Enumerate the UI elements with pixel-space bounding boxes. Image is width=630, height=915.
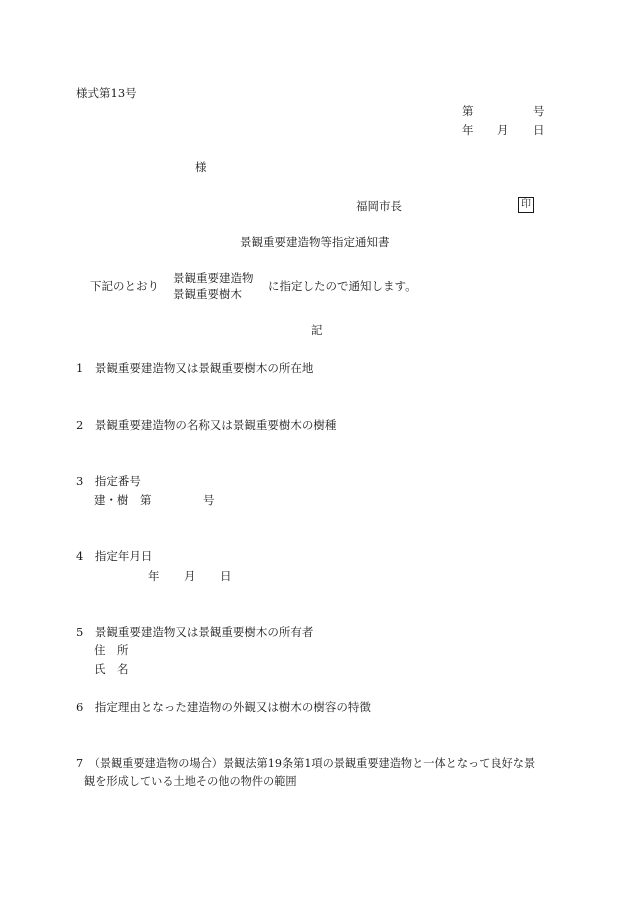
- item-7-line-2: 観を形成している土地その他の物件の範囲: [84, 775, 297, 788]
- item-3: 3 指定番号: [76, 474, 141, 488]
- header-go: 号: [533, 104, 545, 118]
- item-5-address: 住 所: [94, 643, 129, 657]
- item-4-nen: 年: [148, 569, 160, 583]
- header-dai: 第: [462, 104, 474, 118]
- item-2: 2 景観重要建造物の名称又は景観重要樹木の樹種: [76, 418, 337, 432]
- item-3-sub-prefix: 建・樹 第: [94, 493, 152, 507]
- form-number: 様式第13号: [76, 86, 137, 100]
- document-title: 景観重要建造物等指定通知書: [240, 235, 390, 249]
- item-4: 4 指定年月日: [76, 549, 153, 563]
- item-3-sub-suffix: 号: [203, 493, 215, 507]
- header-nen: 年: [462, 123, 474, 137]
- item-1: 1 景観重要建造物又は景観重要樹木の所在地: [76, 361, 314, 375]
- item-6: 6 指定理由となった建造物の外観又は樹木の樹容の特徴: [76, 700, 371, 714]
- item-4-tsuki: 月: [184, 569, 196, 583]
- seal-stamp: 印: [518, 197, 534, 213]
- issuer: 福岡市長: [356, 199, 402, 213]
- intro-prefix: 下記のとおり: [90, 279, 159, 293]
- ki-heading: 記: [311, 323, 323, 337]
- item-5: 5 景観重要建造物又は景観重要樹木の所有者: [76, 625, 314, 639]
- intro-option-tree: 景観重要樹木: [173, 287, 242, 301]
- item-5-name: 氏 名: [94, 662, 129, 676]
- header-hi: 日: [533, 123, 545, 137]
- header-tsuki: 月: [497, 123, 509, 137]
- intro-suffix: に指定したので通知します。: [268, 279, 417, 293]
- addressee-suffix: 様: [195, 160, 207, 174]
- item-4-hi: 日: [220, 569, 232, 583]
- item-7-line-1: 7 （景観重要建造物の場合）景観法第19条第1項の景観重要建造物と一体となって良好な景: [76, 757, 536, 770]
- intro-option-building: 景観重要建造物: [173, 271, 254, 285]
